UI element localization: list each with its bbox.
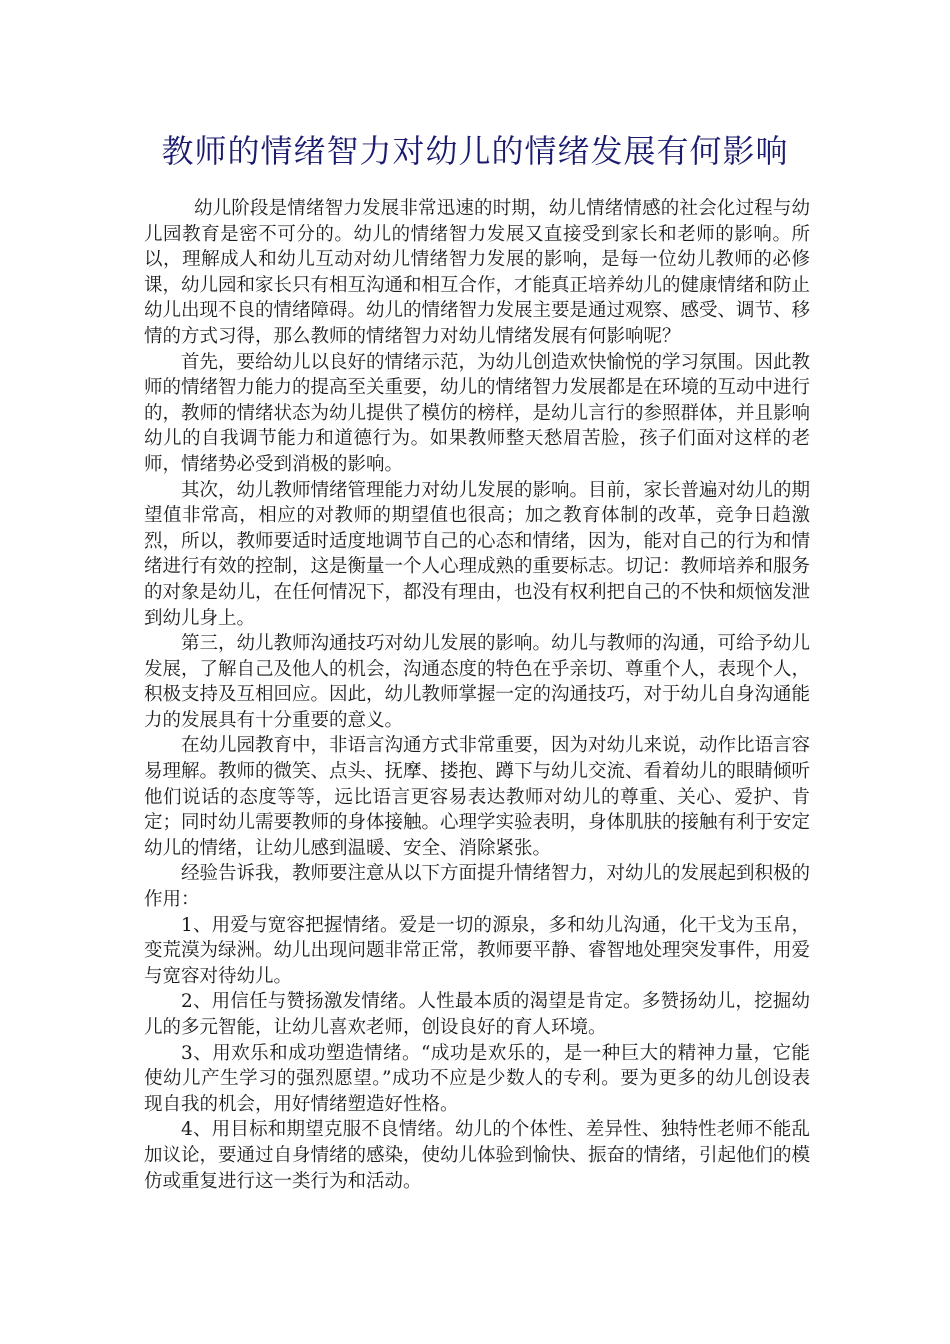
- paragraph-third-point: 第三，幼儿教师沟通技巧对幼儿发展的影响。幼儿与教师的沟通，可给予幼儿发展，了解自己及他人的机会，沟通态度的特色在乎亲切、尊重个人，表现个人，积极支持及互相回应。因此，幼儿教师掌握一定的沟通技巧，对于幼儿自身沟通能力的发展具有十分重要的意义。: [144, 633, 811, 731]
- list-item-2: 2、用信任与赞扬激发情绪。人性最本质的渴望是肯定。多赞扬幼儿，挖掘幼儿的多元智能，让幼儿喜欢老师，创设良好的育人环境。: [144, 991, 810, 1038]
- paragraph-experience: 经验告诉我，教师要注意从以下方面提升情绪智力，对幼儿的发展起到积极的作用：: [144, 863, 811, 911]
- paragraph-second-point: 其次，幼儿教师情绪管理能力对幼儿发展的影响。目前，家长普遍对幼儿的期望值非常高，相应的对教师的期望值也很高；加之教育体制的改革，竞争日趋激烈，所以，教师要适时适度地调节自己的心态和情绪，因为，能对自己的行为和情绪进行有效的控制，这是衡量一个人心理成熟的重要标志。切记：教师培养和服务的对象是幼儿，在任何情况下，都没有理由，也没有权利把自己的不快和烦恼发泄到幼儿身上。: [144, 479, 811, 629]
- list-item-1: 1、用爱与宽容把握情绪。爱是一切的源泉，多和幼儿沟通，化干戈为玉帛，变荒漠为绿洲。幼儿出现问题非常正常，教师要平静、睿智地处理突发事件，用爱与宽容对待幼儿。: [144, 914, 811, 987]
- document-title: 教师的情绪智力对幼儿的情绪发展有何影响: [161, 132, 789, 170]
- list-item-3: 3、用欢乐和成功塑造情绪。“成功是欢乐的，是一种巨大的精神力量，它能使幼儿产生学习的强烈愿望。”成功不应是少数人的专利。要为更多的幼儿创设表现自我的机会，用好情绪塑造好性格。: [144, 1042, 810, 1115]
- paragraph-intro: 幼儿阶段是情绪智力发展非常迅速的时期，幼儿情绪情感的社会化过程与幼儿园教育是密不可分的。幼儿的情绪智力发展又直接受到家长和老师的影响。所以，理解成人和幼儿互动对幼儿情绪智力发展的影响，是每一位幼儿教师的必修课，幼儿园和家长只有相互沟通和相互合作，才能真正培养幼儿的健康情绪和防止幼儿出现不良的情绪障碍。幼儿的情绪智力发展主要是通过观察、感受、调节、移情的方式习得，那么教师的情绪智力对幼儿情绪发展有何影响呢？: [144, 198, 811, 347]
- paragraph-nonverbal: 在幼儿园教育中，非语言沟通方式非常重要，因为对幼儿来说，动作比语言容易理解。教师的微笑、点头、抚摩、搂抱、蹲下与幼儿交流、看着幼儿的眼睛倾听他们说话的态度等等，远比语言更容易表达教师对幼儿的尊重、关心、爱护、肯定；同时幼儿需要教师的身体接触。心理学实验表明，身体肌肤的接触有利于安定幼儿的情绪，让幼儿感到温暖、安全、消除紧张。: [144, 735, 811, 859]
- list-item-4: 4、用目标和期望克服不良情绪。幼儿的个体性、差异性、独特性老师不能乱加议论，要通过自身情绪的感染，使幼儿体验到愉快、振奋的情绪，引起他们的模仿或重复进行这一类行为和活动。: [144, 1119, 811, 1192]
- paragraph-first-point: 首先，要给幼儿以良好的情绪示范，为幼儿创造欢快愉悦的学习氛围。因此教师的情绪智力能力的提高至关重要，幼儿的情绪智力发展都是在环境的互动中进行的，教师的情绪状态为幼儿提供了模仿的榜样，是幼儿言行的参照群体，并且影响幼儿的自我调节能力和道德行为。如果教师整天愁眉苦脸，孩子们面对这样的老师，情绪势必受到消极的影响。: [144, 351, 811, 475]
- document-body: [144, 196, 810, 1194]
